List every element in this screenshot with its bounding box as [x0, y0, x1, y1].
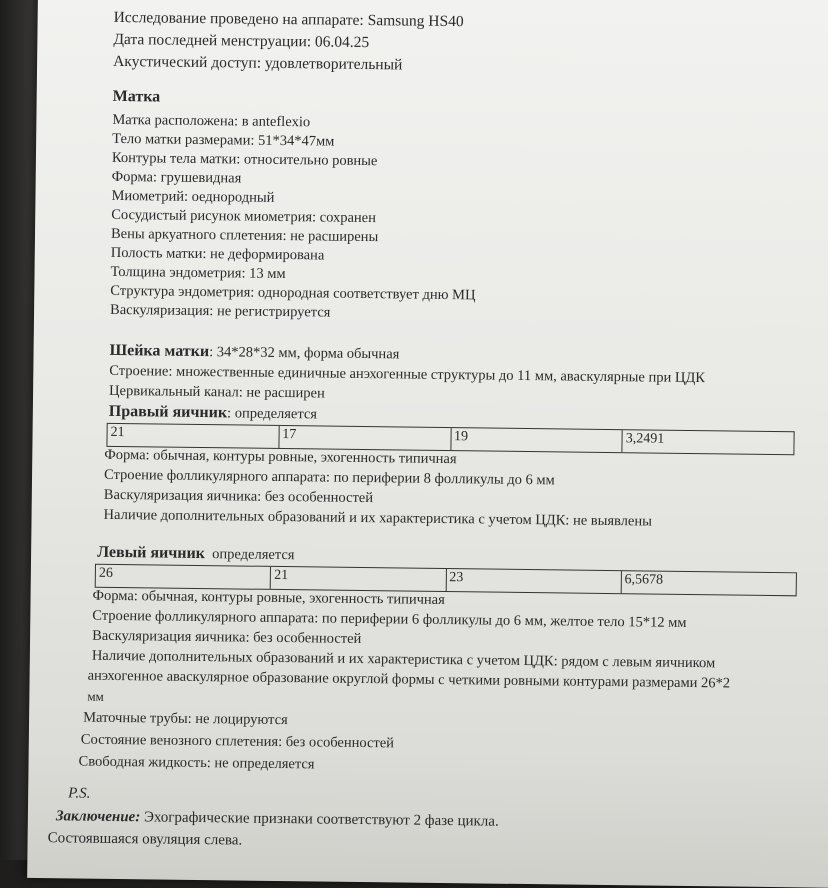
left-ovary-thickness: 23: [446, 569, 622, 593]
left-ovary-line: Форма: обычная, контуры ровные, эхогенность типичная: [92, 587, 445, 609]
left-ovary-line: Наличие дополнительных образований и их характеристика с учетом ЦДК: рядом с левым яичником: [91, 647, 716, 672]
uterus-line: Сосудистый рисунок миометрия: сохранен: [111, 206, 377, 227]
ps-label: P.S.: [68, 785, 91, 802]
right-ovary-line: Форма: обычная, контуры ровные, эхогенность типичная: [104, 446, 457, 468]
right-ovary-thickness: 19: [451, 428, 623, 452]
access-line: Акустический доступ: удовлетворительный: [113, 52, 403, 74]
uterus-line: Контуры тела матки: относительно ровные: [111, 149, 378, 170]
cervix-line: Строение: множественные единичные анэхогенные структуры до 11 мм, аваскулярные при ЦДК: [109, 362, 706, 387]
venous-plexus-line: Состояние венозного сплетения: без особенностей: [80, 731, 395, 752]
cervix-heading-line: [109, 342, 399, 364]
right-ovary-volume: 3,2491: [625, 431, 665, 447]
conclusion-text: Эхографические признаки соответствуют 2 фазе цикла.: [143, 809, 499, 830]
uterus-line: Форма: грушевидная: [111, 168, 242, 187]
right-ovary-width: 17: [279, 426, 451, 450]
left-ovary-heading-line: [97, 544, 295, 564]
report-sheet: [27, 0, 828, 888]
left-ovary-line: Васкуляризация яичника: без особенностей: [92, 627, 362, 647]
uterus-line: Васкуляризация: не регистрируется: [109, 301, 331, 321]
right-ovary-line: Васкуляризация яичника: без особенностей: [103, 486, 374, 507]
fallopian-tubes-line: Маточные трубы: не лоцируются: [83, 709, 288, 729]
device-line: Исследование проведено на аппарате: Samsung HS40: [113, 8, 464, 31]
right-ovary-heading-line: [109, 403, 317, 424]
left-ovary-volume: 6,5678: [624, 572, 664, 588]
left-ovary-length: 26: [96, 565, 272, 589]
right-ovary-length: 21: [107, 424, 279, 448]
lmp-line: Дата последней менструации: 06.04.25: [113, 30, 370, 52]
right-ovary-status: : определяется: [226, 405, 318, 423]
uterus-heading: Матка: [112, 87, 161, 106]
uterus-line: Толщина эндометрия: 13 мм: [110, 263, 286, 283]
left-ovary-heading: Левый яичник: [97, 543, 206, 563]
cervix-line: Цервикальный канал: не расширен: [109, 382, 325, 402]
uterus-line: Тело матки размерами: 51*34*47мм: [112, 130, 335, 150]
right-ovary-heading: Правый яичник: [108, 402, 228, 422]
left-ovary-line: анэхогенное аваскулярное образование округлой формы с четкими ровными контурами размерами 26*2: [87, 667, 731, 692]
cervix-size: : 34*28*32 мм, форма обычная: [209, 344, 400, 363]
conclusion-label: Заключение:: [55, 808, 141, 826]
conclusion-line-2: Состоявшаяся овуляция слева.: [47, 830, 243, 849]
uterus-line: Структура эндометрия: однородная соответствует дню МЦ: [110, 282, 476, 304]
conclusion-line: [56, 808, 499, 830]
cervix-heading: Шейка матки: [109, 341, 210, 361]
right-ovary-line: Наличие дополнительных образований и их характеристика с учетом ЦДК: не выявлены: [103, 506, 653, 530]
left-ovary-width: 21: [271, 567, 447, 591]
right-ovary-line: Строение фолликулярного аппарата: по периферии 8 фолликулы до 6 мм: [103, 466, 555, 489]
free-fluid-line: Свободная жидкость: не определяется: [78, 753, 315, 773]
uterus-line: Вены аркуатного сплетения: не расширены: [110, 225, 379, 246]
left-ovary-status: определяется: [212, 546, 295, 564]
uterus-line: Миометрий: оеднородный: [111, 187, 275, 206]
uterus-line: Матка расположена: в anteflexio: [112, 111, 311, 131]
uterus-line: Полость матки: не деформирована: [110, 244, 325, 264]
left-ovary-line: Строение фолликулярного аппарата: по периферии 6 фолликулы до 6 мм, желтое тело 15*12 мм: [92, 607, 687, 631]
left-ovary-line: мм: [87, 688, 104, 704]
